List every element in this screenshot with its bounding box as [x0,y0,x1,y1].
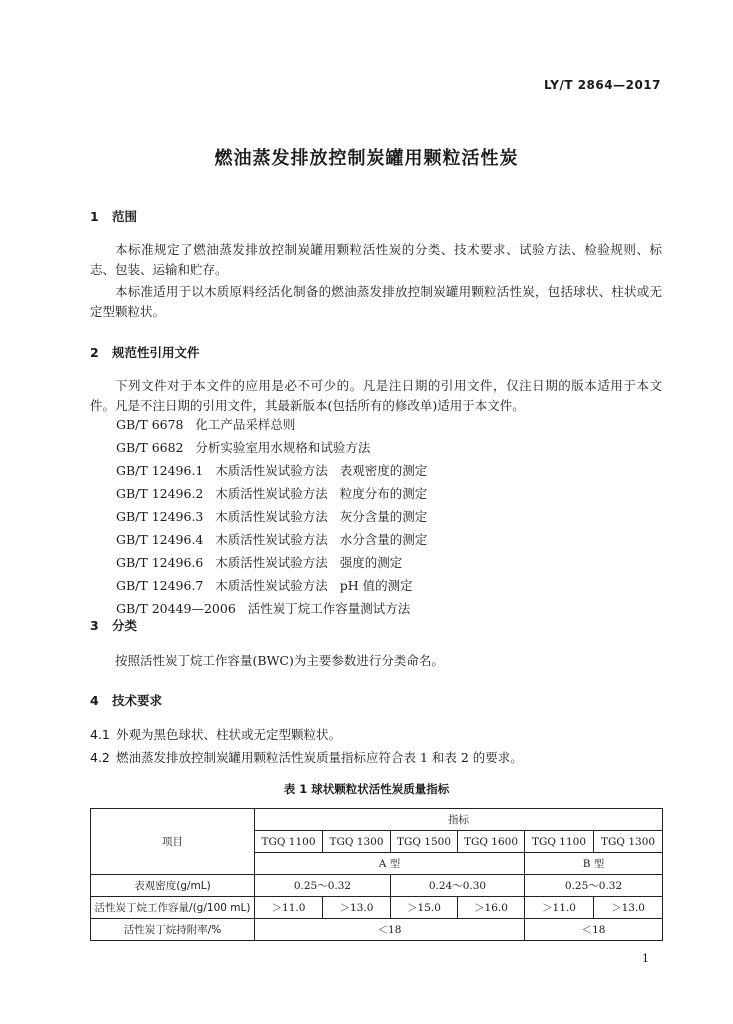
section-number: 4 [90,693,99,708]
reference-item: GB/T 12496.7 木质活性炭试验方法 pH 值的测定 [116,578,413,593]
section-2-paragraph-1: 下列文件对于本文件的应用是必不可少的。凡是注日期的引用文件，仅注日期的版本适用于本文件。凡是不注日期的引用文件，其最新版本(包括所有的修改单)适用于本文件。 [90,378,662,413]
section-3-heading [90,616,137,634]
table-1-caption: 表 1 球状颗粒状活性炭质量指标 [283,782,450,796]
reference-item: GB/T 12496.3 木质活性炭试验方法 灰分含量的测定 [116,509,428,524]
clause-text: 外观为黑色球状、柱状或无定型颗粒状。 [116,727,342,742]
value-cell: ＞11.0 [525,897,594,919]
reference-item: GB/T 6682 分析实验室用水规格和试验方法 [116,440,371,455]
section-1-paragraph-2: 本标准适用于以木质原料经活化制备的燃油蒸发排放控制炭罐用颗粒活性炭，包括球状、柱状或无定型颗粒状。 [90,284,662,319]
type-b-cell: B 型 [525,853,663,875]
document-title: 燃油蒸发排放控制炭罐用颗粒活性炭 [214,148,519,169]
grade-cell: TGQ 1300 [323,831,391,853]
header-item: 项目 [91,809,255,875]
standard-code: LY/T 2864—2017 [543,78,661,92]
value-cell: 0.25～0.32 [525,875,663,897]
table-row [91,875,663,897]
value-cell: 0.25～0.32 [255,875,391,897]
section-title: 分类 [112,618,138,633]
reference-item: GB/T 12496.1 木质活性炭试验方法 表观密度的测定 [116,463,428,478]
section-title: 技术要求 [112,693,163,708]
grade-cell: TGQ 1500 [391,831,458,853]
table-row [91,919,663,941]
section-2-heading [90,343,200,361]
value-cell: ＞15.0 [391,897,458,919]
section-1-paragraph-1: 本标准规定了燃油蒸发排放控制炭罐用颗粒活性炭的分类、技术要求、试验方法、检验规则、标志、包装、运输和贮存。 [90,242,662,277]
type-a-cell: A 型 [255,853,525,875]
section-3-paragraph-1: 按照活性炭丁烷工作容量(BWC)为主要参数进行分类命名。 [115,653,444,668]
clause-4-1 [90,725,341,745]
value-cell: ＞13.0 [323,897,391,919]
clause-text: 燃油蒸发排放控制炭罐用颗粒活性炭质量指标应符合表 1 和表 2 的要求。 [116,750,523,765]
value-cell: 0.24～0.30 [391,875,525,897]
value-cell: ＞11.0 [255,897,323,919]
reference-item: GB/T 6678 化工产品采样总则 [116,417,296,432]
value-cell: ＜18 [525,919,663,941]
grade-cell: TGQ 1600 [458,831,525,853]
value-cell: ＞13.0 [594,897,663,919]
value-cell: ＞16.0 [458,897,525,919]
header-index: 指标 [255,809,663,831]
clause-number: 4.2 [90,750,110,765]
value-cell: ＜18 [255,919,525,941]
section-title: 规范性引用文件 [112,345,200,360]
page-number: 1 [642,952,649,965]
reference-item: GB/T 12496.6 木质活性炭试验方法 强度的测定 [116,555,403,570]
table-header-row [91,809,663,831]
table-row [91,897,663,919]
section-title: 范围 [112,209,138,224]
row-label-retention: 活性炭丁烷持附率/% [91,919,255,941]
clause-number: 4.1 [90,727,110,742]
grade-cell: TGQ 1100 [525,831,594,853]
reference-item: GB/T 12496.2 木质活性炭试验方法 粒度分布的测定 [116,486,428,501]
section-number: 3 [90,618,99,633]
section-4-heading [90,691,162,709]
clause-4-2 [90,748,523,768]
grade-cell: TGQ 1300 [594,831,663,853]
reference-item: GB/T 12496.4 木质活性炭试验方法 水分含量的测定 [116,532,428,547]
quality-index-table [90,808,663,941]
section-number: 2 [90,345,99,360]
grade-cell: TGQ 1100 [255,831,323,853]
row-label-density: 表观密度(g/mL) [91,875,255,897]
section-number: 1 [90,209,99,224]
reference-item: GB/T 20449—2006 活性炭丁烷工作容量测试方法 [116,601,411,616]
row-label-bwc: 活性炭丁烷工作容量/(g/100 mL) [91,897,255,919]
section-1-heading [90,207,137,225]
